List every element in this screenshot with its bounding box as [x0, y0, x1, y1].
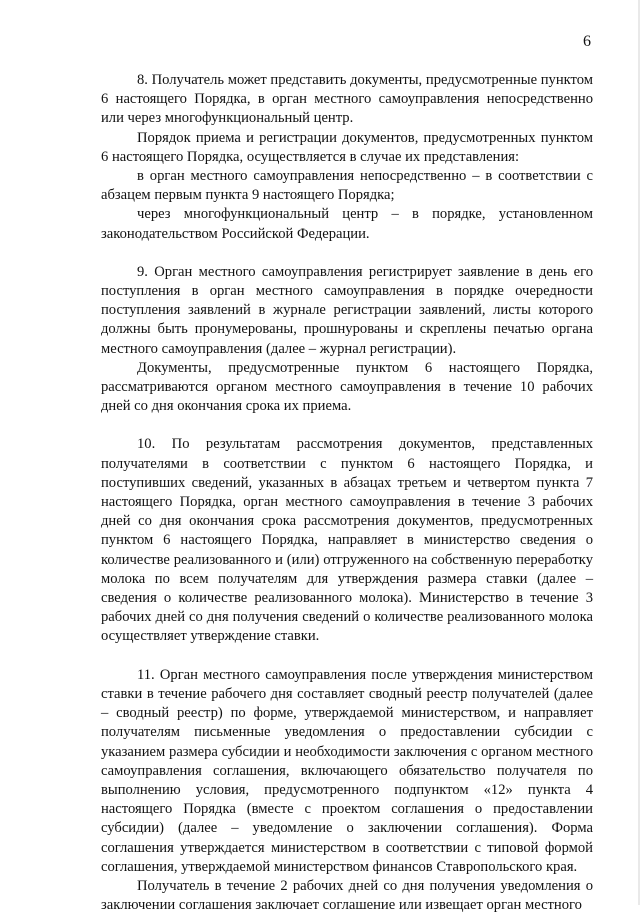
paragraph-8-order: Порядок приема и регистрации документов, предусмотренных пунктом 6 настоящего Порядка, осуществляется в случае их представления:	[101, 129, 593, 165]
section-spacer	[101, 416, 593, 435]
paragraph-8-mfc: через многофункциональный центр – в порядке, установленном законодательством Российской Федерации.	[101, 206, 593, 242]
paragraph-9: 9. Орган местного самоуправления регистрирует заявление в день его поступления в орган местного самоуправления в порядке очередности поступления заявлений в журнале регистрации заявлений, листы которого должны быть пронумерованы, прошнурованы и скреплены печатью органа местного самоуправления (далее – журнал регистрации).	[101, 263, 593, 357]
paragraph-11: 11. Орган местного самоуправления после утверждения министерством ставки в течение рабочего дня составляет сводный реестр получателей (далее – сводный реестр) по форме, утверждаемой министерством, и направляет получателям письменные уведомления о предоставлении субсидии с указанием размера субсидии и необходимости заключения с органом местного самоуправления соглашения, включающего обязательство получателя по выполнению условия, предусмотренного подпунктом «12» пункта 4 настоящего Порядка (вместе с проектом соглашения о предоставлении субсидии) (далее – уведомление о заключении соглашения). Форма соглашения утверждается министерством в соответствии с типовой формой соглашения, утверждаемой министерством финансов Ставропольского края.	[101, 666, 593, 875]
paragraph-10: 10. По результатам рассмотрения документов, представленных получателями в соответствии с пунктом 6 настоящего Порядка, и поступивших сведений, указанных в абзацах третьем и четвертом пункта 7 настоящего Порядка, орган местного самоуправления в течение 3 рабочих дней со дня окончания срока рассмотрения документов, предусмотренных пунктом 6 настоящего Порядка, направляет в министерство сведения о количестве реализованного и (или) отгруженного на собственную переработку молока по всем получателям для утверждения размера ставки (далее – сведения о количестве реализованного молока). Министерство в течение 3 рабочих дней со дня получения сведений о количестве реализованного молока осуществляет утверждение ставки.	[101, 436, 593, 645]
paragraph-8-direct: в орган местного самоуправления непосредственно – в соответствии с абзацем первым пункта 9 настоящего Порядка;	[101, 168, 593, 204]
paragraph-11-recipient: Получатель в течение 2 рабочих дней со дня получения уведомления о заключении соглашения заключает соглашение или извещает орган местного	[101, 877, 593, 914]
page-number: 6	[583, 33, 591, 50]
paragraph-8: 8. Получатель может представить документы, предусмотренные пунктом 6 настоящего Порядка, в орган местного самоуправления непосредственно или через многофункциональный центр.	[101, 72, 593, 127]
paragraph-9-documents: Документы, предусмотренные пунктом 6 настоящего Порядка, рассматриваются органом местного самоуправления в течение 10 рабочих дней со дня окончания срока их приема.	[101, 359, 593, 415]
section-spacer	[101, 647, 593, 666]
document-body	[101, 71, 593, 915]
section-spacer	[101, 244, 593, 263]
